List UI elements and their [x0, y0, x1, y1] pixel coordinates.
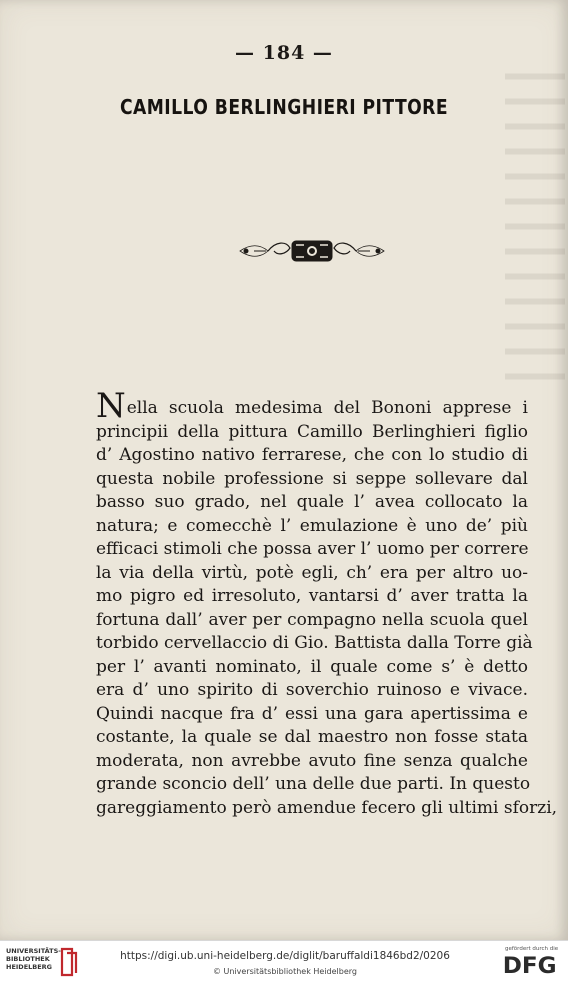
text-line: grande sconcio dell’ una delle due parti. In questo: [96, 774, 531, 794]
text-line: Quindi nacque fra d’ essi una gara apertissima e: [96, 703, 528, 724]
ornament-divider: [238, 236, 386, 266]
text-line: natura; e comecchè l’ emulazione è uno de’ più: [96, 515, 528, 536]
viewer-footer: [0, 940, 568, 984]
text-line: torbido cervellaccio di Gio. Battista dalla Torre già: [96, 633, 533, 653]
text-line: moderata, non avrebbe avuto fine senza qualche: [96, 750, 528, 771]
funded-by-label: gefördert durch die: [505, 946, 559, 952]
drop-cap: N: [96, 386, 126, 426]
permalink[interactable]: https://digi.ub.uni-heidelberg.de/diglit/baruffaldi1846bd2/0206: [120, 950, 450, 962]
text-line: fortuna dall’ aver per compagno nella scuola quel: [96, 609, 528, 630]
text-line: gareggiamento però amendue fecero gli ultimi sforzi,: [96, 797, 558, 818]
text-line: efficaci stimoli che possa aver l’ uomo per correre: [96, 539, 529, 559]
text-line: basso suo grado, nel quale l’ avea collocato la: [96, 492, 528, 512]
text-line: Nella scuola medesima del Bononi apprese i: [96, 386, 528, 426]
page-number: — 184 —: [235, 42, 333, 64]
body-text: [96, 386, 558, 820]
copyright-notice: © Universitätsbibliothek Heidelberg: [212, 967, 357, 976]
text-line: mo pigro ed irresoluto, vantarsi d’ aver tratta la: [96, 586, 528, 606]
chapter-title: CAMILLO BERLINGHIERI PITTORE: [119, 95, 449, 119]
text-line: questa nobile professione si seppe sollevare dal: [96, 468, 528, 489]
library-logo-text[interactable]: UNIVERSITÄTS- BIBLIOTHEK HEIDELBERG: [6, 947, 61, 971]
text-line: la via della virtù, potè egli, ch’ era per altro uo-: [96, 562, 528, 583]
text-line: per l’ avanti nominato, il quale come s’ è detto: [96, 656, 528, 677]
text-line: principii della pittura Camillo Berlinghieri figlio: [96, 421, 528, 442]
text-line: era d’ uno spirito di soverchio ruinoso e vivace.: [96, 680, 528, 700]
text-line: costante, la quale se dal maestro non fosse stata: [96, 727, 528, 747]
text-line: d’ Agostino nativo ferrarese, che con lo studio di: [96, 445, 528, 465]
library-logo-icon[interactable]: [60, 947, 78, 977]
dfg-logo[interactable]: DFG: [502, 954, 557, 979]
